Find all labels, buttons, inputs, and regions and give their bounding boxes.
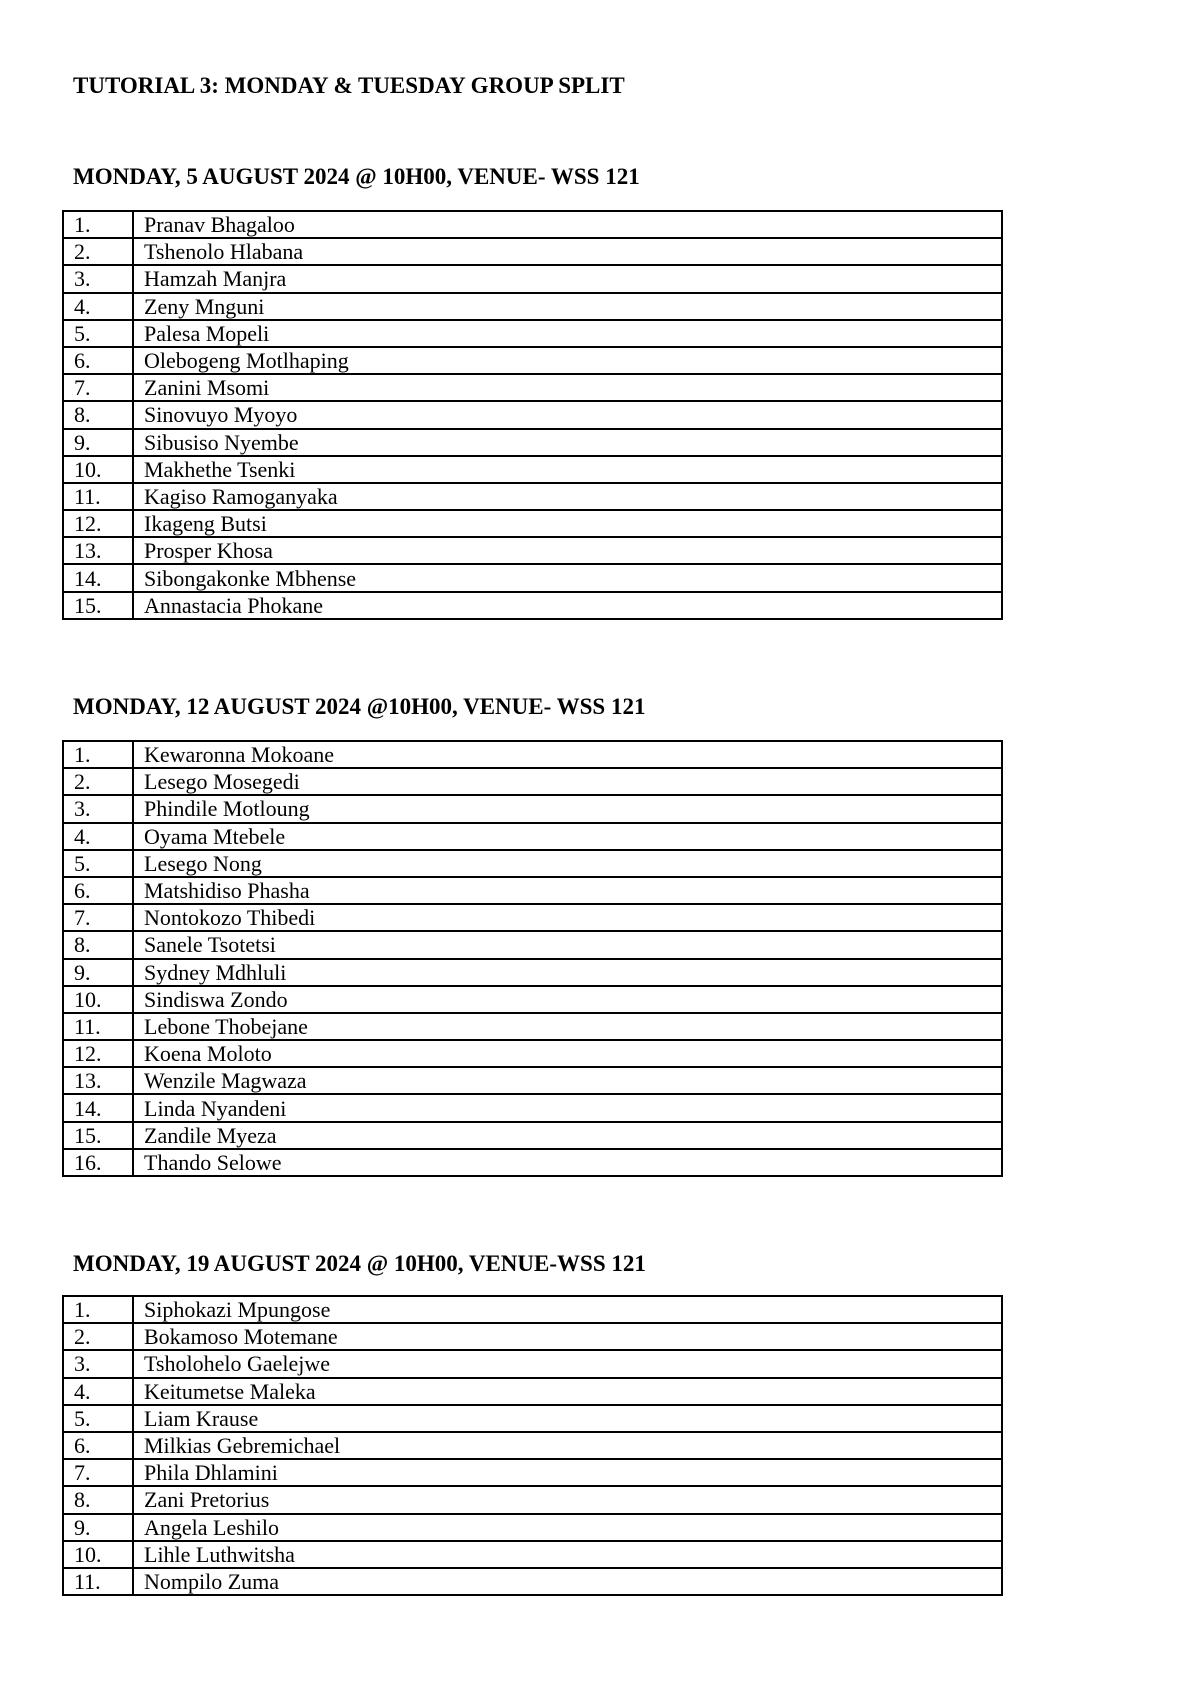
- table-row: [63, 986, 1002, 1013]
- table-row: [63, 1378, 1002, 1405]
- table-row: [63, 823, 1002, 850]
- row-number: 5.: [63, 850, 133, 877]
- row-number: 5.: [63, 1405, 133, 1432]
- student-name: Prosper Khosa: [133, 537, 1002, 564]
- row-number: 10.: [63, 986, 133, 1013]
- row-number: 11.: [63, 483, 133, 510]
- table-row: [63, 592, 1002, 619]
- table-row: [63, 904, 1002, 931]
- row-number: 9.: [63, 1514, 133, 1541]
- table-row: [63, 1568, 1002, 1595]
- row-number: 10.: [63, 456, 133, 483]
- student-name: Sibusiso Nyembe: [133, 429, 1002, 456]
- table-row: [63, 211, 1002, 238]
- row-number: 11.: [63, 1568, 133, 1595]
- table-row: [63, 1013, 1002, 1040]
- session-heading: MONDAY, 5 AUGUST 2024 @ 10H00, VENUE- WSS 121: [73, 164, 640, 189]
- table-row: [63, 293, 1002, 320]
- table-row: [63, 1459, 1002, 1486]
- student-name: Linda Nyandeni: [133, 1094, 1002, 1121]
- student-name: Koena Moloto: [133, 1040, 1002, 1067]
- table-row: [63, 1514, 1002, 1541]
- table-row: [63, 959, 1002, 986]
- student-name: Zani Pretorius: [133, 1486, 1002, 1513]
- row-number: 3.: [63, 265, 133, 292]
- row-number: 8.: [63, 931, 133, 958]
- row-number: 1.: [63, 1296, 133, 1323]
- row-number: 15.: [63, 592, 133, 619]
- student-name: Oyama Mtebele: [133, 823, 1002, 850]
- table-row: [63, 1405, 1002, 1432]
- row-number: 11.: [63, 1013, 133, 1040]
- student-name: Nontokozo Thibedi: [133, 904, 1002, 931]
- student-name: Liam Krause: [133, 1405, 1002, 1432]
- row-number: 7.: [63, 1459, 133, 1486]
- student-name: Bokamoso Motemane: [133, 1323, 1002, 1350]
- session-roster-table: [62, 740, 1003, 1177]
- student-name: Keitumetse Maleka: [133, 1378, 1002, 1405]
- student-name: Kewaronna Mokoane: [133, 741, 1002, 768]
- table-row: [63, 320, 1002, 347]
- row-number: 2.: [63, 1323, 133, 1350]
- table-row: [63, 265, 1002, 292]
- student-name: Angela Leshilo: [133, 1514, 1002, 1541]
- table-row: [63, 1094, 1002, 1121]
- table-row: [63, 347, 1002, 374]
- row-number: 4.: [63, 823, 133, 850]
- table-row: [63, 564, 1002, 591]
- student-name: Sinovuyo Myoyo: [133, 401, 1002, 428]
- table-row: [63, 850, 1002, 877]
- student-name: Thando Selowe: [133, 1149, 1002, 1176]
- student-name: Hamzah Manjra: [133, 265, 1002, 292]
- table-row: [63, 1432, 1002, 1459]
- table-row: [63, 483, 1002, 510]
- row-number: 1.: [63, 211, 133, 238]
- student-name: Lesego Nong: [133, 850, 1002, 877]
- row-number: 2.: [63, 768, 133, 795]
- student-name: Palesa Mopeli: [133, 320, 1002, 347]
- student-name: Lesego Mosegedi: [133, 768, 1002, 795]
- table-row: [63, 510, 1002, 537]
- row-number: 3.: [63, 1350, 133, 1377]
- table-row: [63, 1040, 1002, 1067]
- table-row: [63, 456, 1002, 483]
- table-row: [63, 401, 1002, 428]
- student-name: Zeny Mnguni: [133, 293, 1002, 320]
- row-number: 9.: [63, 959, 133, 986]
- table-row: [63, 768, 1002, 795]
- table-row: [63, 877, 1002, 904]
- student-name: Sindiswa Zondo: [133, 986, 1002, 1013]
- row-number: 7.: [63, 374, 133, 401]
- student-name: Annastacia Phokane: [133, 592, 1002, 619]
- table-row: [63, 1541, 1002, 1568]
- student-name: Tsholohelo Gaelejwe: [133, 1350, 1002, 1377]
- row-number: 4.: [63, 1378, 133, 1405]
- student-name: Kagiso Ramoganyaka: [133, 483, 1002, 510]
- row-number: 8.: [63, 1486, 133, 1513]
- student-name: Sydney Mdhluli: [133, 959, 1002, 986]
- student-name: Lihle Luthwitsha: [133, 1541, 1002, 1568]
- row-number: 2.: [63, 238, 133, 265]
- student-name: Matshidiso Phasha: [133, 877, 1002, 904]
- document-title: TUTORIAL 3: MONDAY & TUESDAY GROUP SPLIT: [73, 73, 625, 98]
- row-number: 1.: [63, 741, 133, 768]
- student-name: Wenzile Magwaza: [133, 1067, 1002, 1094]
- table-row: [63, 1149, 1002, 1176]
- table-row: [63, 931, 1002, 958]
- table-row: [63, 1323, 1002, 1350]
- row-number: 15.: [63, 1122, 133, 1149]
- table-row: [63, 1486, 1002, 1513]
- student-name: Tshenolo Hlabana: [133, 238, 1002, 265]
- session-heading: MONDAY, 19 AUGUST 2024 @ 10H00, VENUE-WSS 121: [73, 1251, 646, 1276]
- student-name: Lebone Thobejane: [133, 1013, 1002, 1040]
- table-row: [63, 795, 1002, 822]
- student-name: Makhethe Tsenki: [133, 456, 1002, 483]
- session-roster-table: [62, 1295, 1003, 1596]
- row-number: 7.: [63, 904, 133, 931]
- table-row: [63, 1122, 1002, 1149]
- student-name: Olebogeng Motlhaping: [133, 347, 1002, 374]
- student-name: Siphokazi Mpungose: [133, 1296, 1002, 1323]
- session-heading: MONDAY, 12 AUGUST 2024 @10H00, VENUE- WSS 121: [73, 694, 646, 719]
- student-name: Zanini Msomi: [133, 374, 1002, 401]
- row-number: 6.: [63, 347, 133, 374]
- row-number: 13.: [63, 1067, 133, 1094]
- row-number: 12.: [63, 510, 133, 537]
- student-name: Phila Dhlamini: [133, 1459, 1002, 1486]
- student-name: Zandile Myeza: [133, 1122, 1002, 1149]
- student-name: Pranav Bhagaloo: [133, 211, 1002, 238]
- table-row: [63, 1067, 1002, 1094]
- table-row: [63, 1296, 1002, 1323]
- student-name: Sibongakonke Mbhense: [133, 564, 1002, 591]
- table-row: [63, 429, 1002, 456]
- row-number: 5.: [63, 320, 133, 347]
- row-number: 3.: [63, 795, 133, 822]
- student-name: Sanele Tsotetsi: [133, 931, 1002, 958]
- student-name: Milkias Gebremichael: [133, 1432, 1002, 1459]
- row-number: 13.: [63, 537, 133, 564]
- table-row: [63, 1350, 1002, 1377]
- row-number: 6.: [63, 1432, 133, 1459]
- student-name: Ikageng Butsi: [133, 510, 1002, 537]
- table-row: [63, 374, 1002, 401]
- table-row: [63, 741, 1002, 768]
- session-roster-table: [62, 210, 1003, 620]
- row-number: 4.: [63, 293, 133, 320]
- row-number: 8.: [63, 401, 133, 428]
- row-number: 12.: [63, 1040, 133, 1067]
- row-number: 10.: [63, 1541, 133, 1568]
- row-number: 14.: [63, 564, 133, 591]
- row-number: 16.: [63, 1149, 133, 1176]
- row-number: 6.: [63, 877, 133, 904]
- row-number: 14.: [63, 1094, 133, 1121]
- student-name: Phindile Motloung: [133, 795, 1002, 822]
- table-row: [63, 537, 1002, 564]
- student-name: Nompilo Zuma: [133, 1568, 1002, 1595]
- row-number: 9.: [63, 429, 133, 456]
- table-row: [63, 238, 1002, 265]
